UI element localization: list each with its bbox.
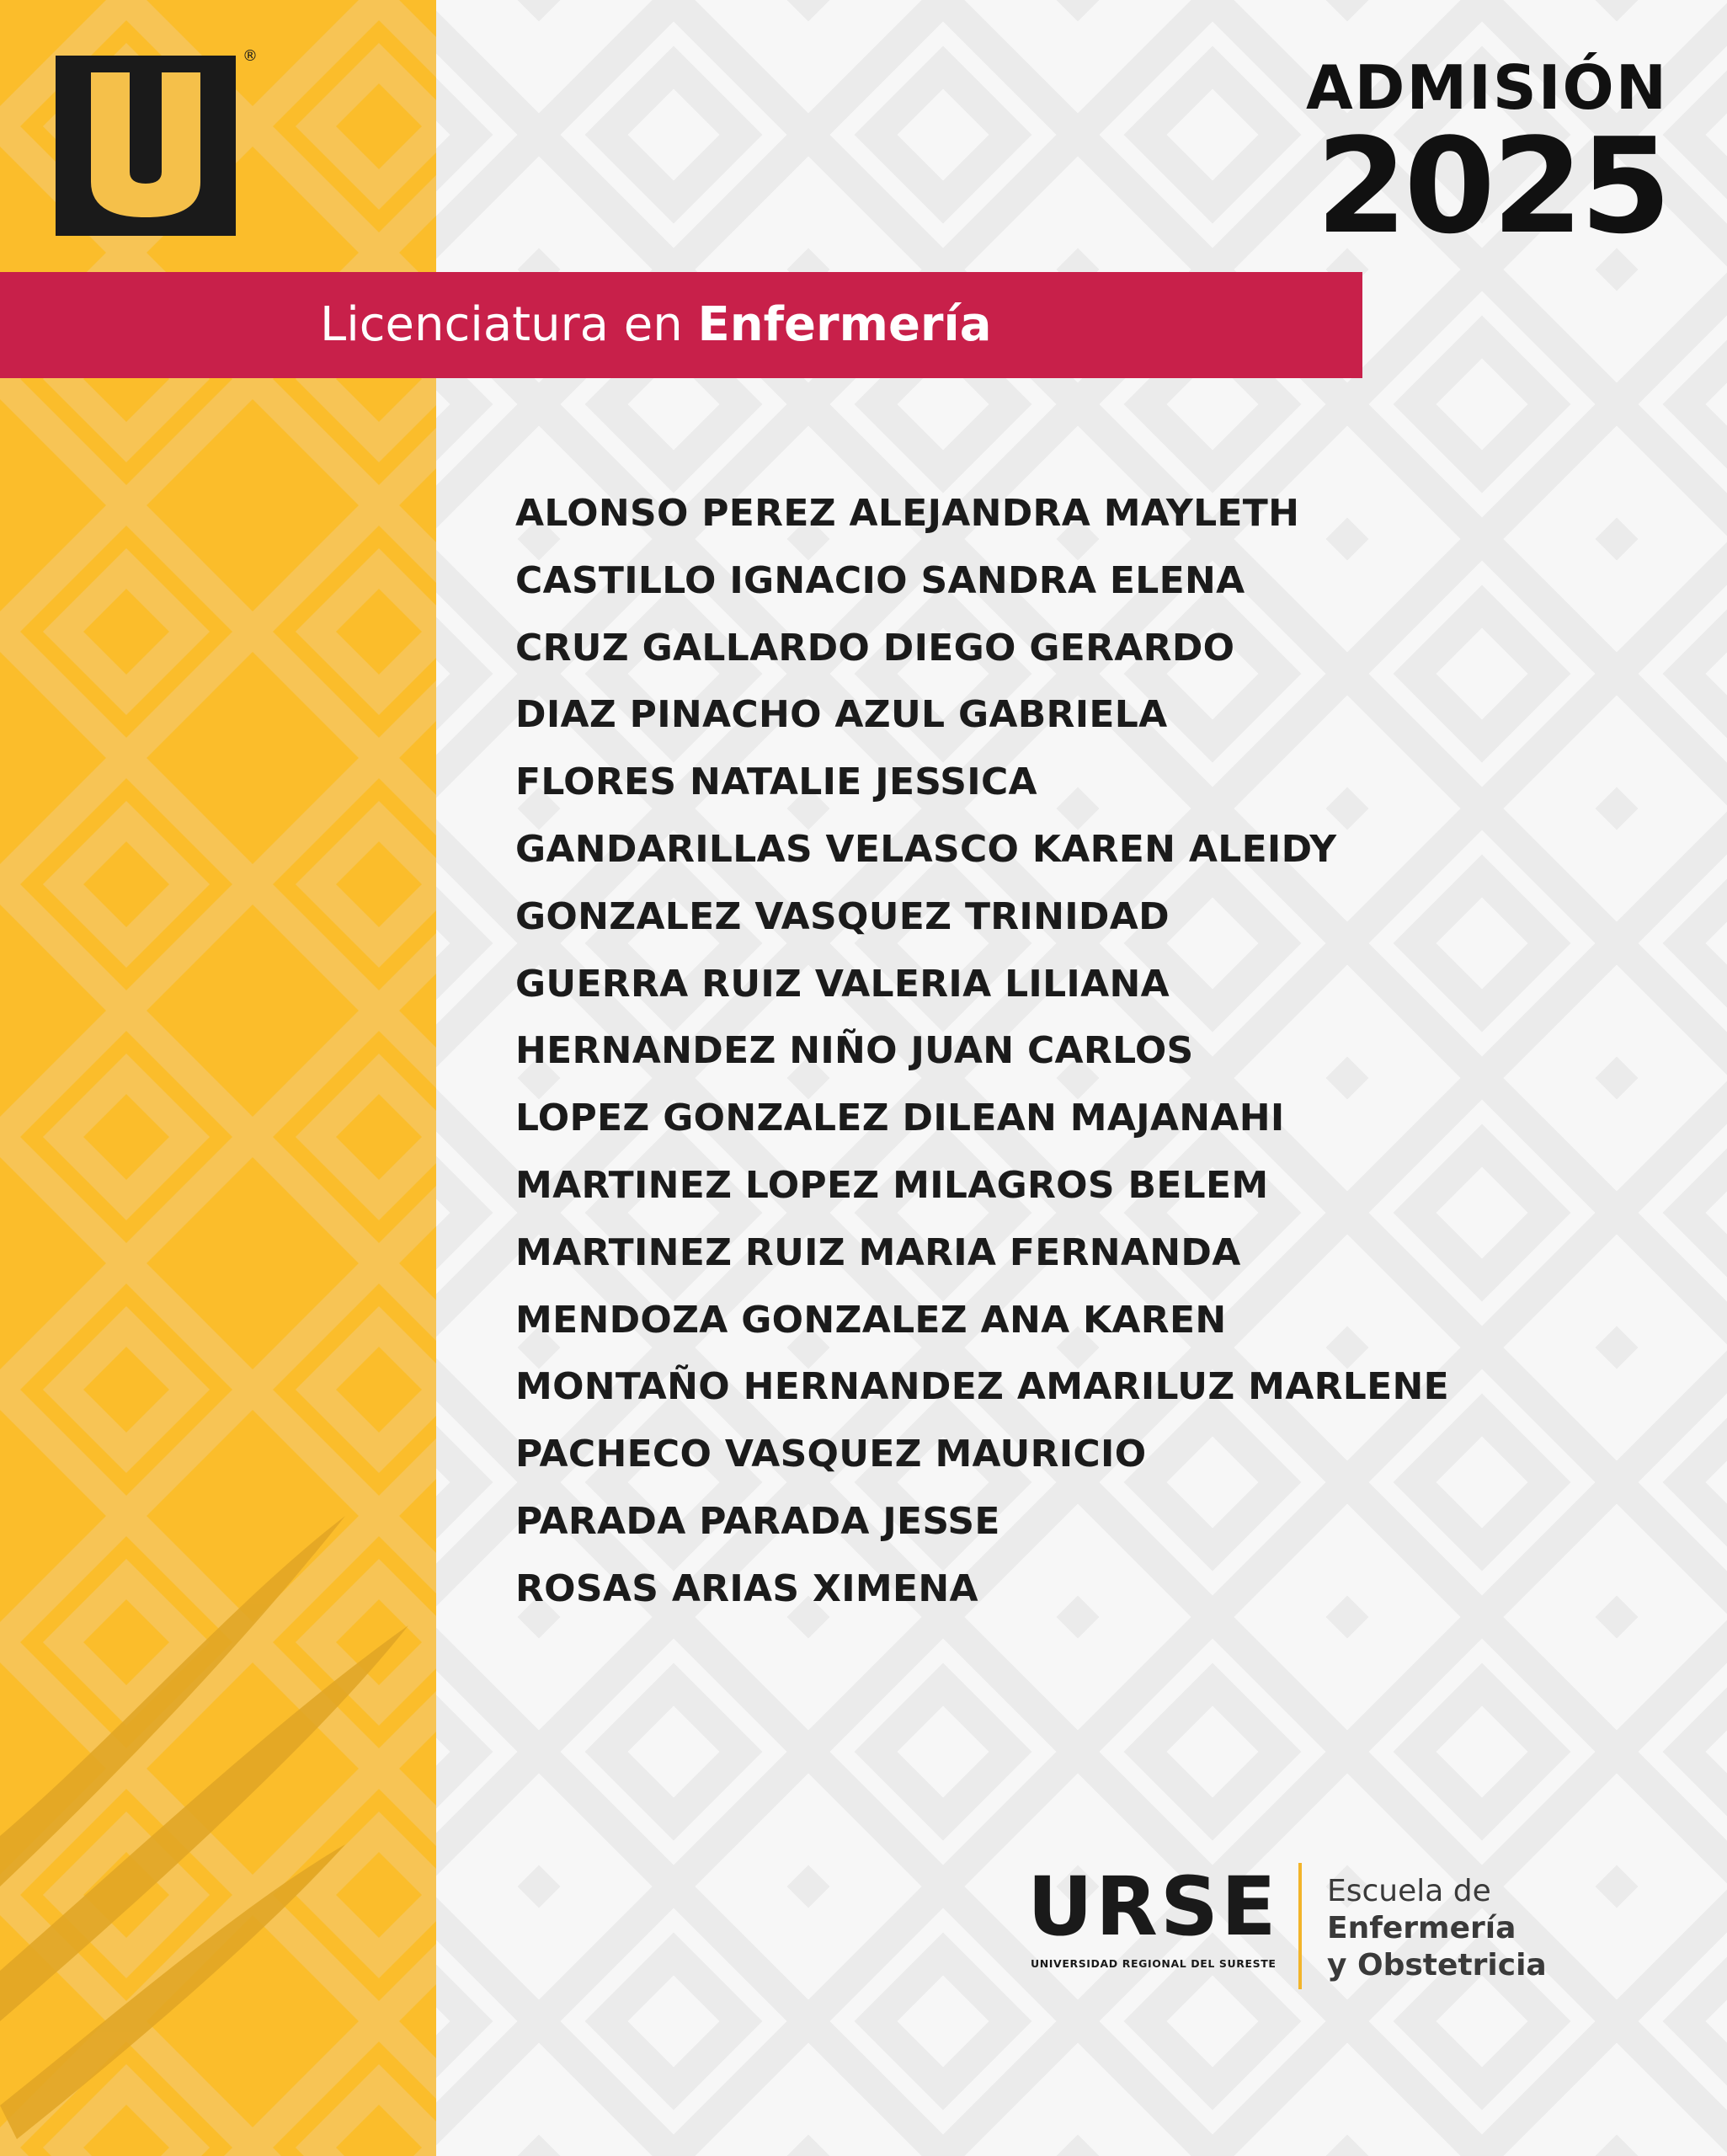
list-item: CASTILLO IGNACIO SANDRA ELENA	[515, 558, 1245, 602]
urse-logo: URSE	[1027, 1860, 1279, 1954]
school-line-1: Escuela de	[1327, 1874, 1491, 1908]
list-item: HERNANDEZ NIÑO JUAN CARLOS	[515, 1029, 1194, 1073]
admission-word: ADMISIÓN	[1305, 52, 1668, 123]
list-item: MENDOZA GONZALEZ ANA KAREN	[515, 1298, 1227, 1342]
urse-logo-block	[1027, 1860, 1549, 1983]
list-item: CRUZ GALLARDO DIEGO GERARDO	[515, 626, 1235, 670]
list-item: PACHECO VASQUEZ MAURICIO	[515, 1433, 1147, 1476]
admission-year: 2025	[1315, 109, 1668, 263]
registered-mark: ®	[243, 47, 258, 65]
school-line-3: y Obstetricia	[1327, 1948, 1547, 1983]
logo-divider	[1298, 1863, 1302, 1989]
program-title	[320, 297, 992, 352]
school-name	[1327, 1873, 1547, 1984]
list-item: MONTAÑO HERNANDEZ AMARILUZ MARLENE	[515, 1365, 1449, 1409]
list-item: GONZALEZ VASQUEZ TRINIDAD	[515, 894, 1170, 938]
list-item: MARTINEZ LOPEZ MILAGROS BELEM	[515, 1163, 1269, 1207]
admission-title	[1305, 52, 1668, 263]
u-logo-icon	[56, 56, 236, 236]
list-item: GUERRA RUIZ VALERIA LILIANA	[515, 962, 1170, 1006]
list-item: ALONSO PEREZ ALEJANDRA MAYLETH	[515, 492, 1300, 535]
list-item: DIAZ PINACHO AZUL GABRIELA	[515, 693, 1168, 737]
urse-full-name: UNIVERSIDAD REGIONAL DEL SURESTE	[1031, 1957, 1277, 1970]
school-line-2: Enfermería	[1327, 1911, 1516, 1945]
list-item: GANDARILLAS VELASCO KAREN ALEIDY	[515, 827, 1337, 871]
list-item: MARTINEZ RUIZ MARIA FERNANDA	[515, 1230, 1241, 1274]
admitted-names-list	[515, 480, 1449, 1623]
list-item: ROSAS ARIAS XIMENA	[515, 1566, 978, 1610]
program-banner	[0, 272, 1362, 378]
list-item: LOPEZ GONZALEZ DILEAN MAJANAHI	[515, 1097, 1285, 1140]
program-prefix: Licenciatura en	[320, 297, 683, 352]
program-name: Enfermería	[697, 297, 992, 352]
list-item: FLORES NATALIE JESSICA	[515, 760, 1037, 804]
list-item: PARADA PARADA JESSE	[515, 1499, 1000, 1543]
